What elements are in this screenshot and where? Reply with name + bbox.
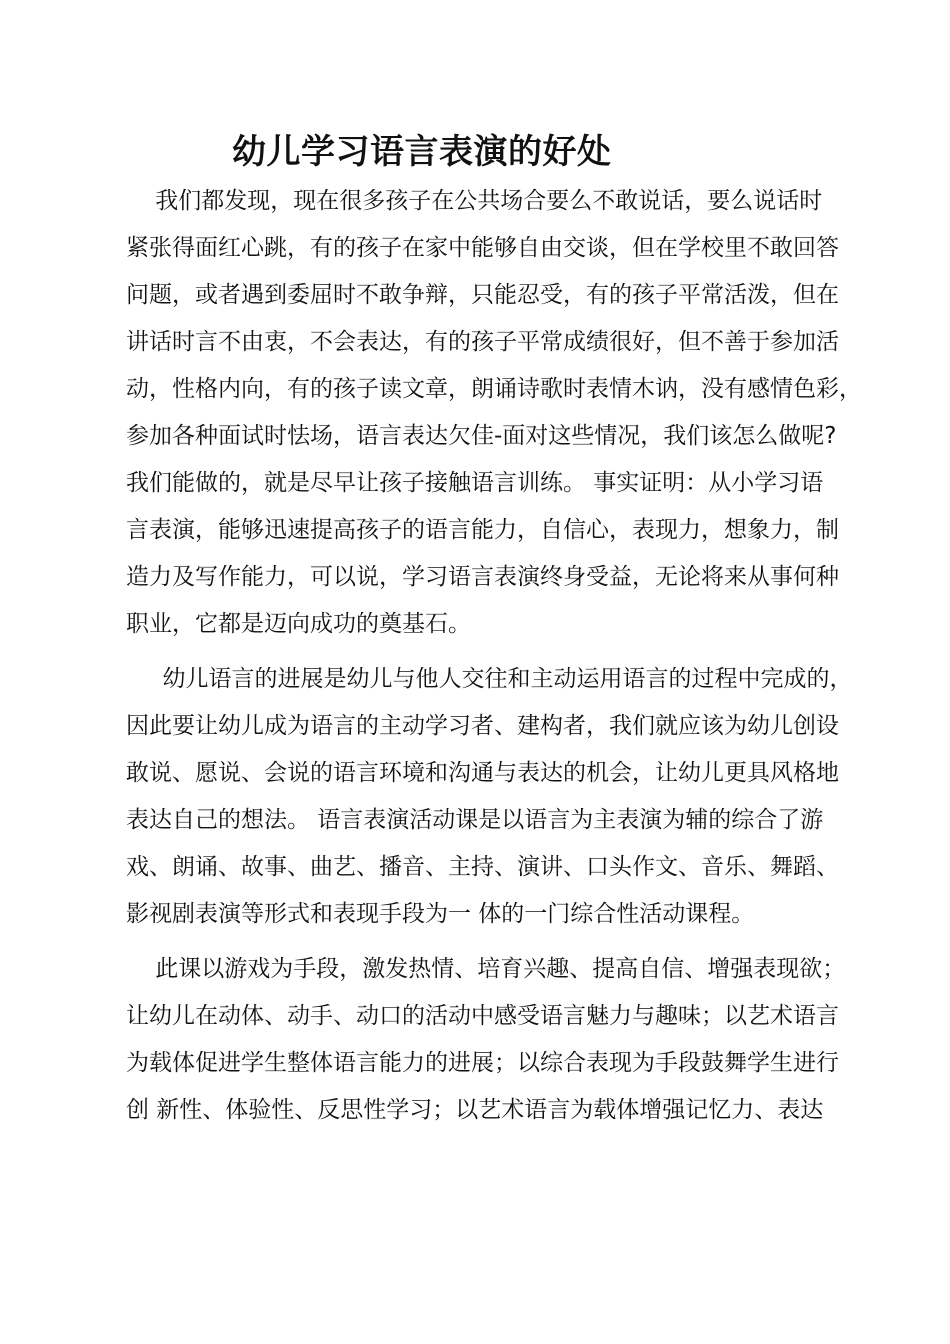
paragraph-gap [126,648,836,656]
text-line: 幼儿语言的进展是幼儿与他人交往和主动运用语言的过程中完成的， [126,666,853,692]
text-line: 此课以游戏为手段，激发热情、培育兴趣、提高自信、增强表现欲； [126,956,846,982]
text-line: 敢说、愿说、会说的语言环境和沟通与表达的机会，让幼儿更具风格地 [126,760,839,786]
text-line: 言表演，能够迅速提高孩子的语言能力，自信心，表现力，想象力，制 [126,517,839,543]
document-title: 幼儿学习语言表演的好处 [232,132,612,172]
paragraph-1 [126,178,862,648]
document-body [126,178,862,1134]
paragraph-gap [126,938,836,946]
text-line: 因此要让幼儿成为语言的主动学习者、建构者，我们就应该为幼儿创设 [126,713,839,739]
text-line: 让幼儿在动体、动手、动口的活动中感受语言魅力与趣味；以艺术语言 [126,1003,839,1029]
text-line: 造力及写作能力，可以说，学习语言表演终身受益，无论将来从事何种 [126,564,839,590]
text-line: 问题，或者遇到委屈时不敢争辩，只能忍受，有的孩子平常活泼，但在 [126,282,839,308]
text-line: 戏、朗诵、故事、曲艺、播音、主持、演讲、口头作文、音乐、舞蹈、 [126,854,839,880]
paragraph-3 [126,946,846,1134]
text-line: 我们都发现，现在很多孩子在公共场合要么不敢说话，要么说话时 [126,188,823,214]
paragraph-2 [126,656,853,938]
text-line: 我们能做的，就是尽早让孩子接触语言训练。 事实证明：从小学习语 [126,470,824,496]
text-line: 创 新性、体验性、反思性学习；以艺术语言为载体增强记忆力、表达 [126,1097,824,1123]
text-line: 职业，它都是迈向成功的奠基石。 [126,611,471,637]
text-line: 影视剧表演等形式和表现手段为一 体的一门综合性活动课程。 [126,901,755,927]
text-line: 紧张得面红心跳，有的孩子在家中能够自由交谈，但在学校里不敢回答 [126,235,839,261]
text-line: 参加各种面试时怯场，语言表达欠佳-面对这些情况，我们该怎么做呢? [126,423,837,449]
text-line: 动，性格内向，有的孩子读文章，朗诵诗歌时表情木讷，没有感情色彩， [126,376,862,402]
text-line: 讲话时言不由衷，不会表达，有的孩子平常成绩很好，但不善于参加活 [126,329,839,355]
text-line: 表达自己的想法。 语言表演活动课是以语言为主表演为辅的综合了游 [126,807,824,833]
text-line: 为载体促进学生整体语言能力的进展；以综合表现为手段鼓舞学生进行 [126,1050,839,1076]
